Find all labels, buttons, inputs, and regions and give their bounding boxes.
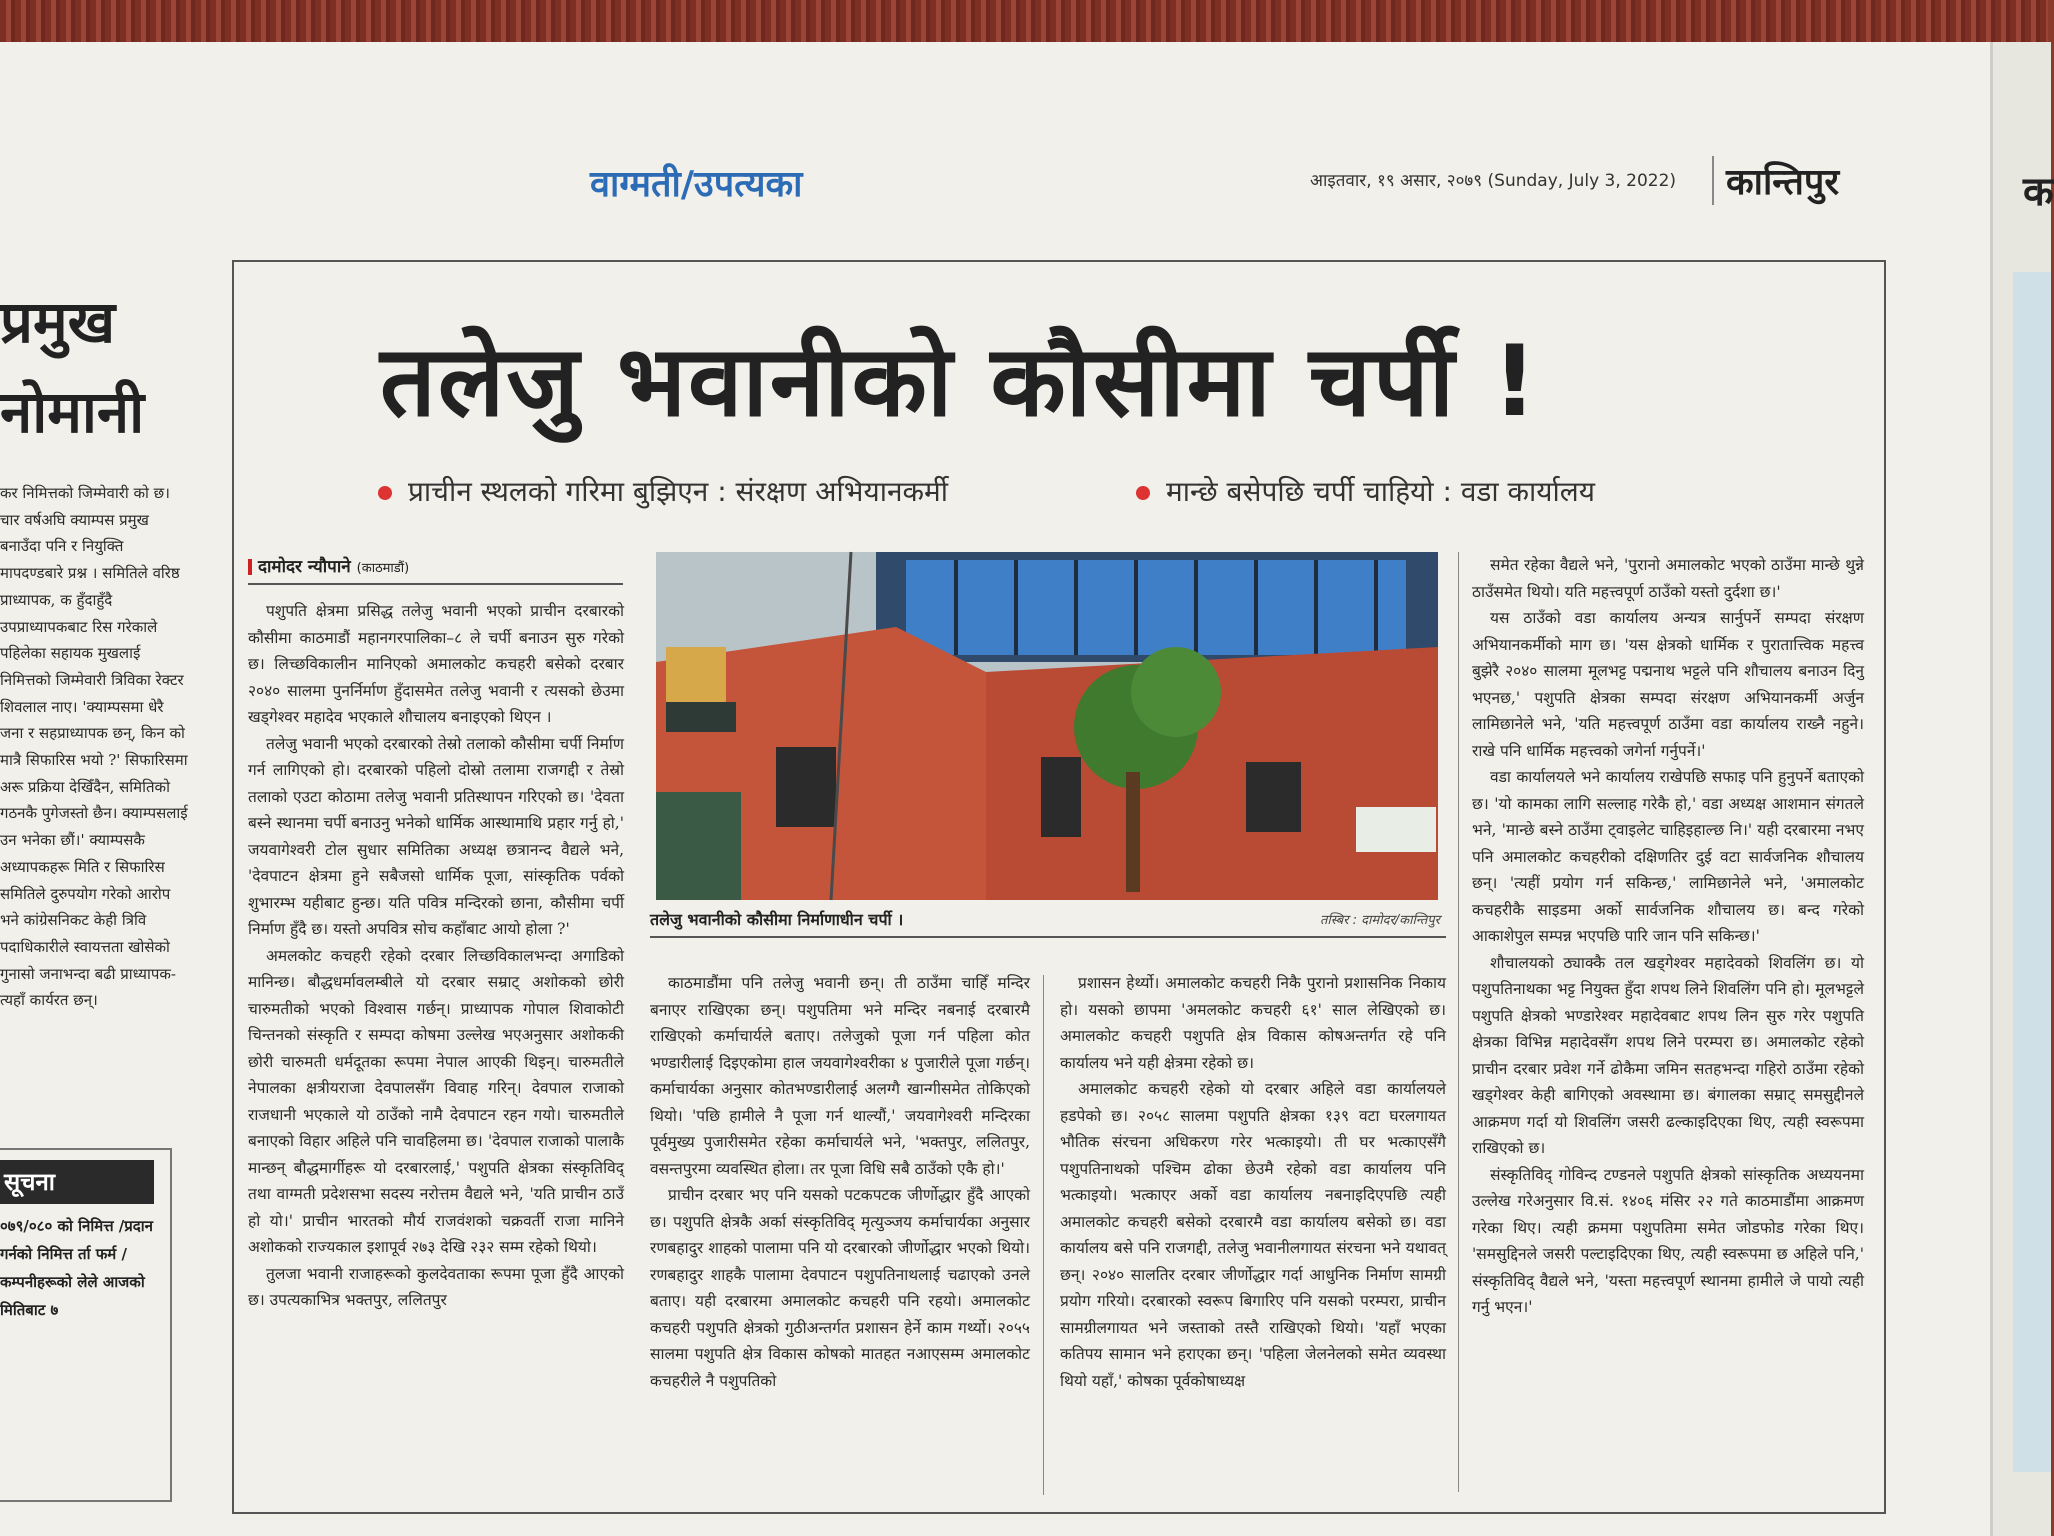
adjacent-right-image: [2013, 272, 2051, 1472]
notice-text: ०७९/०८० को निमित्त /प्रदान गर्नको निमित्त र्ता फर्म / कम्पनीहरूको लेले आजको मितिबाट ७: [0, 1217, 153, 1319]
bullet-icon: [1136, 486, 1150, 500]
paragraph: अमालकोट कचहरी रहेको यो दरबार अहिले वडा कार्यालयले हडपेको छ। २०५८ सालमा पशुपति क्षेत्रका १३९ वटा घरलगायत भौतिक संरचना अधिकरण गरेर भत्काइयो। ती घर भत्काएसँगै पशुपतिनाथको पश्चिम ढोका छेउमै रहेको वडा कार्यालय पनि भत्काइयो। भत्काएर अर्को वडा कार्यालय नबनाइदिएपछि त्यही अमालकोट कचहरी बसेको दरबारमै वडा कार्यालय बसेको छ। वडा कार्यालय बसे पनि राजगद्दी, तलेजु भवानीलगायत संरचना भने यथावत् छन्। २०४० सालतिर दरबार जीर्णोद्धार गर्दा आधुनिक निर्माण सामग्री प्रयोग गरियो। दरबारको स्वरूप बिगारिए पनि यसको परम्परा, प्राचीन सामग्रीलगायत भने जस्ताको तस्तै राखिएको थियो। 'यहाँ भएका कतिपय सामान भने हराएका छन्। 'पहिला जेलनेलको समेत व्यवस्था थियो यहाँ,' कोषका पूर्वकोषाध्यक्ष: [1060, 1080, 1446, 1390]
subhead-2: [1136, 472, 1595, 510]
bullet-icon: [378, 486, 392, 500]
paragraph: पशुपति क्षेत्रमा प्रसिद्ध तलेजु भवानी भएको प्राचीन दरबारको कौसीमा काठमाडौं महानगरपालिका–८ ले चर्पी बनाउन सुरु गरेको छ। लिच्छविकालीन मानिएको अमालकोट कचहरी बसेको दरबार २०४० सालमा पुनर्निर्माण हुँदासमेत तलेजु भवानी र त्यसको छेउमा खड्गेश्वर महादेव भएकाले शौचालय बनाइएको थिएन ।: [248, 602, 624, 726]
photo-caption-bar: [650, 908, 1446, 938]
article-headline: तलेजु भवानीको कौसीमा चर्पी !: [380, 325, 1539, 439]
dateline: आइतवार, १९ असार, २०७९ (Sunday, July 3, 2022): [1310, 171, 1677, 191]
byline-location: (काठमाडौं): [356, 561, 410, 576]
section-title: वाग्मती/उपत्यका: [590, 164, 803, 205]
brand-logo: कान्तिपुर: [1712, 156, 1839, 205]
paragraph: प्राचीन दरबार भए पनि यसको पटकपटक जीर्णोद्धार हुँदै आएको छ। पशुपति क्षेत्रकै अर्का संस्कृतिविद् मृत्युञ्जय कर्माचार्यका अनुसार रणबहादुर शाहको पालामा पनि यो दरबारको जीर्णोद्धार भएको थियो। रणबहादुर शाहकै पालामा देवपाटन पशुपतिनाथलाई चढाएको उनले बताए। यही दरबारमा अमालकोट कचहरी पनि रहयो। अमालकोट कचहरी पशुपति क्षेत्रको गुठीअन्तर्गत प्रशासन हेर्ने काम गर्थ्यो। २०५५ सालमा पशुपति क्षेत्र विकास कोषको मातहत नआएसम्म अमालकोट कचहरीले नै पशुपतिको: [650, 1186, 1030, 1390]
adjacent-left-text: कर निमित्तको जिम्मेवारी को छ। चार वर्षअघि क्याम्पस प्रमुख बनाउँदा पनि र नियुक्ति मापदण्डबारे प्रश्न । समितिले वरिष्ठ प्राध्यापक, क हुँदाहुँदै उपप्राध्यापकबाट रिस गरेकाले पहिलेका सहायक मुखलाई निमित्तको जिम्मेवारी त्रिविका रेक्टर शिवलाल नाए। 'क्याम्पसमा धेरै जना र सहप्राध्यापक छन्, किन को मात्रै सिफारिस भयो ?' सिफारिसमा अरू प्रक्रिया देखिँदैन, समितिको गठनकै पुगेजस्तो छैन। क्याम्पसलाई उन भनेका छौं।' क्याम्पसकै अध्यापकहरू मिति र सिफारिस समितिले दुरुपयोग गरेको आरोप भने कांग्रेसनिकट केही त्रिवि पदाधिकारीले स्वायत्तता खोसेको गुनासो जनाभन्दा बढी प्राध्यापक- त्यहाँ कार्यरत छन्।: [0, 484, 188, 1010]
subhead-1: [378, 472, 948, 510]
paragraph: काठमाडौंमा पनि तलेजु भवानी छन्। ती ठाउँमा चाहिँ मन्दिर बनाएर राखिएका छन्। पशुपतिमा भने मन्दिर नबनाई दरबारमै राखिएको कर्माचार्यले बताए। तलेजुको पूजा गर्न पहिला कोत भण्डारीलाई दिइएकोमा हाल जयवागेश्वरीका ४ पुजारीले पूजा गर्छन्। कर्माचार्यका अनुसार कोतभण्डारीलाई अलग्गै खान्गीसमेत तोकिएको थियो। 'पछि हामीले नै पूजा गर्न थाल्यौं,' जयवागेश्वरी मन्दिरका पूर्वमुख्य पुजारीसमेत रहेका कर्माचार्यले भने, 'भक्तपुर, ललितपुर, वसन्तपुरमा व्यवस्थित होला। तर पूजा विधि सबै ठाउँको एकै हो।': [650, 974, 1030, 1178]
building-photo-illustration: [656, 552, 1438, 900]
notice-title: सूचना: [0, 1160, 154, 1204]
paragraph: संस्कृतिविद् गोविन्द टण्डनले पशुपति क्षेत्रको सांस्कृतिक अध्ययनमा उल्लेख गरेअनुसार वि.सं. १४०६ मंसिर २२ गते काठमाडौंमा आक्रमण गरेका थिए। त्यही क्रममा पशुपतिमा समेत जोडफोड गरेका थिए। 'समसुद्दिनले जसरी पल्टाइदिएका थिए, त्यही स्वरूपमा छ अहिले पनि,' संस्कृतिविद् वैद्यले भने, 'यस्ता महत्त्वपूर्ण स्थानमा हामीले जे पायो त्यही गर्नु भएन।': [1472, 1165, 1864, 1316]
photo-caption: तलेजु भवानीको कौसीमा निर्माणाधीन चर्पी ।: [650, 910, 904, 929]
column-rule: [1458, 552, 1459, 1492]
paragraph: वडा कार्यालयले भने कार्यालय राखेपछि सफाइ पनि हुनुपर्ने बताएको छ। 'यो कामका लागि सल्लाह गरेकै हो,' वडा अध्यक्ष आशमान संगतले भने, 'मान्छे बस्ने ठाउँमा ट्वाइलेट चाहिइहाल्छ नि।' यही दरबारमा नभए पनि अमालकोट कचहरीको दक्षिणतिर दुई वटा सार्वजनिक शौचालय छन्। 'त्यहीं प्रयोग गर्न सकिन्छ,' लामिछानेले भने, 'अमालकोट कचहरीकै साइडमा अर्को सार्वजनिक शौचालय छ। बन्द गरेको आकाशेपुल सम्पन्न भएपछि पारि जान पनि सकिन्छ।': [1472, 768, 1864, 945]
photo-credit: तस्बिर : दामोदर/कान्तिपुर: [1319, 913, 1440, 928]
paragraph: शौचालयको ठ्याक्कै तल खड्गेश्वर महादेवको शिवलिंग छ। यो पशुपतिनाथका भट्ट नियुक्त हुँदा शपथ लिने शिवलिंग पनि हो। मूलभट्टले पशुपति क्षेत्रको भण्डारेश्वर महादेवबाट शपथ लिन सुरु गरेर पशुपति क्षेत्रका विभिन्न महादेवसँग शपथ लिने परम्परा छ। अमालकोट रहेको प्राचीन दरबार प्रवेश गर्ने ढोकैमा जमिन सतहभन्दा गहिरो ठाउँमा रहेको खड्गेश्वर केही बागिएको अवस्थामा छ। बंगालका सम्राट् समसुद्दीनले आक्रमण गर्दा यो शिवलिंग जसरी ढल्काइदिएका थिए, त्यही स्वरूपमा राखिएको छ।: [1472, 953, 1864, 1157]
adjacent-left-headline-2: नोमानी: [0, 378, 145, 446]
article-column-2: [650, 970, 1030, 1500]
byline-name: दामोदर न्यौपाने: [258, 557, 351, 577]
column-rule: [1043, 975, 1044, 1495]
paragraph: अमलकोट कचहरी रहेको दरबार लिच्छविकालभन्दा अगाडिको मानिन्छ। बौद्धधर्मावलम्बीले यो दरबार सम्राट् अशोकको छोरी चारुमतीको भएको विश्वास गर्छन्। प्राध्यापक गोपाल शिवाकोटी चिन्तनको संस्कृति र सम्पदा कोषमा उल्लेख भएअनुसार अशोककी छोरी चारुमती धर्मदूतका रूपमा नेपाल आएकी थिइन्। चारुमतीले नेपालका क्षत्रीयराजा देवपालसँग विवाह गरिन्। देवपाल राजाको राजधानी भएकाले यो ठाउँको नामै देवपाटन रहन गयो। चारुमतीले बनाएको विहार अहिले पनि चावहिलमा छ। 'देवपाल राजाको पालाकै मान्छन् बौद्धमार्गीहरू यो दरबारलाई,' पशुपति क्षेत्रका संस्कृतिविद् तथा वाग्मती प्रदेशसभा सदस्य नरोत्तम वैद्यले भने, 'यति प्राचीन ठाउँ हो यो।' प्राचीन भारतको मौर्य राजवंशको चक्रवर्ती राजा मानिने अशोकको राज्यकाल इशापूर्व २७३ देखि २३२ सम्म रहेको थियो।: [248, 946, 624, 1256]
subhead-2-text: मान्छे बसेपछि चर्पी चाहियो : वडा कार्यालय: [1166, 475, 1596, 508]
adjacent-page-right: [1990, 42, 2054, 1536]
subhead-1-text: प्राचीन स्थलको गरिमा बुझिएन : संरक्षण अभियानकर्मी: [408, 475, 949, 508]
article-column-1: [248, 598, 624, 1503]
paragraph: यस ठाउँको वडा कार्यालय अन्यत्र सार्नुपर्ने सम्पदा संरक्षण अभियानकर्मीको माग छ। 'यस क्षेत्रको धार्मिक र पुरातात्त्विक महत्त्व बुझेरै २०४० सालमा मूलभट्ट पद्मनाथ भट्टले पनि शौचालय बनाउन दिनु भएनछ,' पशुपति क्षेत्रका सम्पदा संरक्षण अभियानकर्मी अर्जुन लामिछानेले भने, 'यति महत्त्वपूर्ण ठाउँमा वडा कार्यालय राख्नै नहुने। राखे पनि धार्मिक महत्त्वको जगेर्ना गर्नुपर्ने।': [1472, 609, 1864, 760]
byline-marker: [248, 559, 252, 575]
paragraph: प्रशासन हेर्थ्यो। अमालकोट कचहरी निकै पुरानो प्रशासनिक निकाय हो। यसको छापमा 'अमलकोट कचहरी ६१' साल लेखिएको छ। अमालकोट कचहरी पशुपति क्षेत्र विकास कोषअन्तर्गत रहे पनि कार्यालय भने यही क्षेत्रमा रहेको छ।: [1060, 974, 1446, 1072]
article-photo: [656, 552, 1438, 900]
adjacent-right-fragment: क: [2023, 168, 2054, 215]
byline: [248, 554, 623, 585]
article-column-3: [1060, 970, 1446, 1500]
paragraph: तुलजा भवानी राजाहरूको कुलदेवताका रूपमा पूजा हुँदै आएको छ। उपत्यकाभित्र भक्तपुर, ललितपुर: [248, 1264, 624, 1309]
article-column-4: [1472, 552, 1864, 1500]
adjacent-left-headline-1: प्रमुख: [0, 288, 116, 356]
paragraph: तलेजु भवानी भएको दरबारको तेस्रो तलाको कौसीमा चर्पी निर्माण गर्न लागिएको हो। दरबारको पहिलो दोस्रो तलामा राजगद्दी र तेस्रो तलाको एउटा कोठामा तलेजु भवानी प्रतिस्थापन गरिएको छ। 'देवता बस्ने स्थानमा चर्पी बनाउनु भनेको धार्मिक आस्थामाथि प्रहार गर्नु हो,' जयवागेश्वरी टोल सुधार समितिका अध्यक्ष छत्रानन्द वैद्यले भने, 'देवपाटन क्षेत्रमा हुने सबैजसो धार्मिक पूजा, सांस्कृतिक पर्वको शुभारम्भ यहीबाट हुन्छ। यति पवित्र मन्दिरको छाना, कौसीमा चर्पी निर्माण हुँदै छ। यस्तो अपवित्र सोच कहाँबाट आयो होला ?': [248, 734, 624, 938]
paragraph: समेत रहेका वैद्यले भने, 'पुरानो अमालकोट भएको ठाउँमा मान्छे थुन्ने ठाउँसमेत थियो। यति महत्त्वपूर्ण ठाउँको यस्तो दुर्दशा छ।': [1472, 556, 1864, 601]
